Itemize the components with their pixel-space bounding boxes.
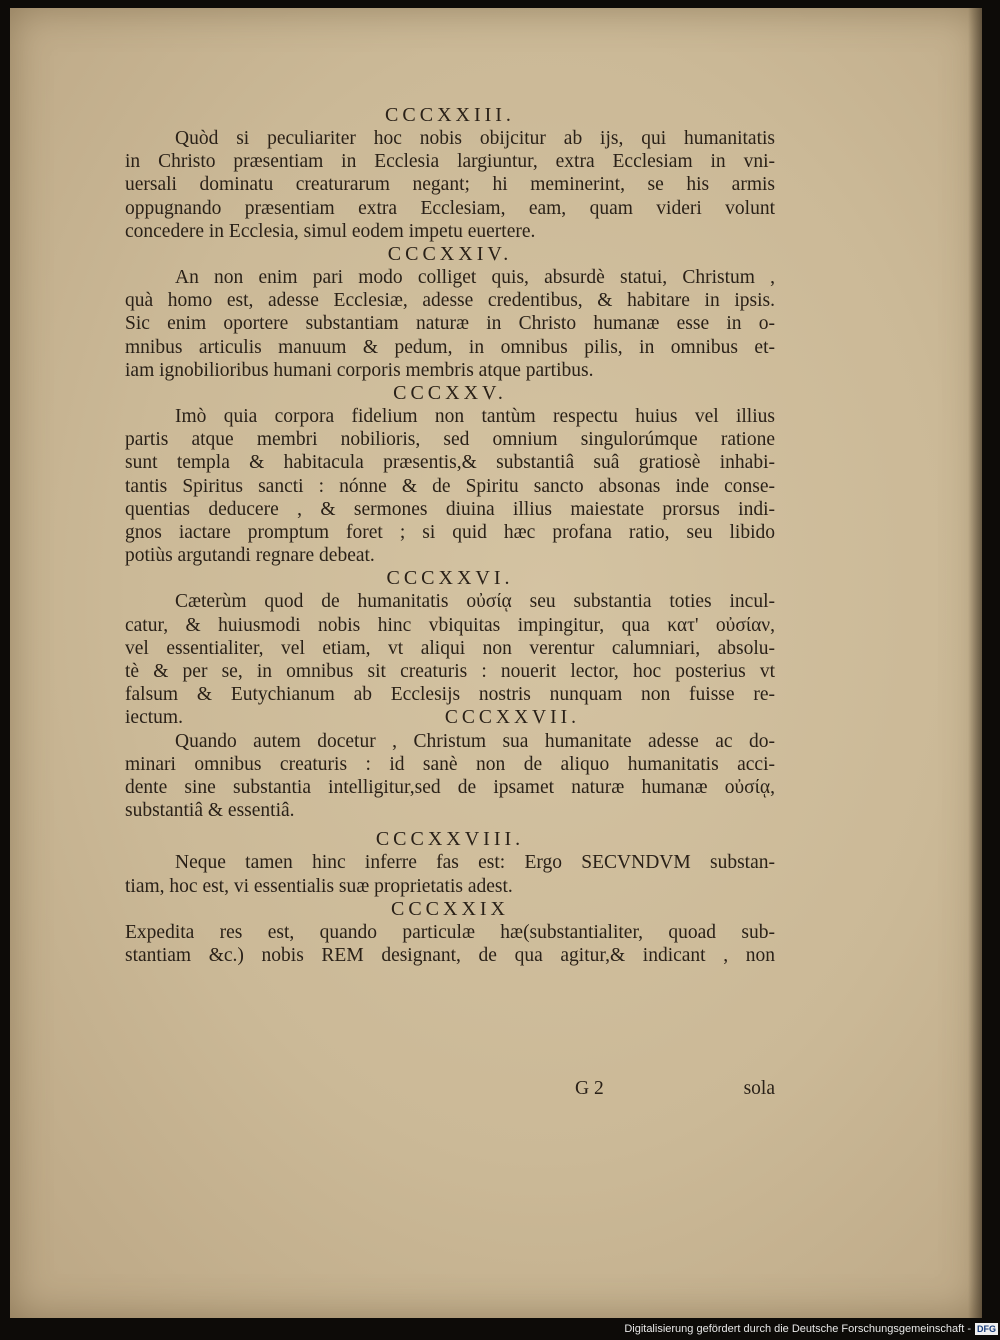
section-heading: CCCXXIV. xyxy=(387,243,513,266)
section-heading: CCCXXVII. xyxy=(444,707,580,729)
section-heading: CCCXXV. xyxy=(393,382,507,405)
text-line: vel essentialiter, vel etiam, vt aliqui non verentur calumniari, absolu- xyxy=(125,637,775,659)
text-line: uersali dominatu creaturarum negant; hi meminerint, se his armis xyxy=(125,174,775,196)
text-line: Quando autem docetur , Christum sua humanitate adesse ac do- xyxy=(175,730,775,752)
text-line: Expedita res est, quando particulæ hæ(substantialiter, quoad sub- xyxy=(125,921,775,943)
text-line: quentias deducere , & sermones diuina illius maiestate prorsus indi- xyxy=(125,498,775,520)
text-line: Imò quia corpora fidelium non tantùm respectu huius vel illius xyxy=(175,406,775,428)
text-line: iam ignobilioribus humani corporis membris atque partibus. xyxy=(125,359,594,381)
page-text xyxy=(125,104,775,967)
text-line: potiùs argutandi regnare debeat. xyxy=(125,545,375,567)
section-heading: CCCXXIII. xyxy=(385,104,515,126)
text-line: tè & per se, in omnibus sit creaturis : nouerit lector, hoc posterius vt xyxy=(125,661,775,683)
section-heading: CCCXXIX xyxy=(390,897,509,920)
text-line-with-heading xyxy=(125,706,775,729)
catchword: sola xyxy=(743,1078,775,1099)
text-line: dente sine substantia intelligitur,sed de ipsamet naturæ humanæ οὐσίᾳ, xyxy=(125,777,775,799)
text-line: tiam, hoc est, vi essentialis suæ proprietatis adest. xyxy=(125,875,513,897)
page-foot xyxy=(125,1078,775,1102)
text-line: stantiam &c.) nobis REM designant, de qua agitur,& indicant , non xyxy=(125,945,775,967)
text-line: sunt templa & habitacula præsentis,& substantiâ suâ gratiosè inhabi- xyxy=(125,452,775,474)
text-line: gnos iactare promptum foret ; si quid hæc profana ratio, seu libido xyxy=(125,522,775,544)
text-line: substantiâ & essentiâ. xyxy=(125,800,295,822)
dfg-logo: DFG xyxy=(977,1324,996,1334)
text-line: minari omnibus creaturis : id sanè non de aliquo humanitatis acci- xyxy=(125,753,775,775)
section-heading: CCCXXVIII. xyxy=(375,828,525,851)
text-line: concedere in Ecclesia, simul eodem impetu euertere. xyxy=(125,220,536,242)
text-line: Neque tamen hinc inferre fas est: Ergo SECVNDVM substan- xyxy=(175,852,775,874)
digitization-credit xyxy=(624,1321,998,1337)
text-line: oppugnando præsentiam extra Ecclesiam, eam, quam videri volunt xyxy=(125,197,775,219)
text-line: An non enim pari modo colliget quis, absurdè statui, Christum , xyxy=(175,267,775,289)
text-line: partis atque membri nobilioris, sed omnium singulorúmque ratione xyxy=(125,429,775,451)
page-edge-shadow xyxy=(968,8,982,1318)
text-line: tantis Spiritus sancti : nónne & de Spiritu sancto absonas inde conse- xyxy=(125,475,775,497)
section-heading: CCCXXVI. xyxy=(386,567,514,590)
text-line: falsum & Eutychianum ab Ecclesijs nostris nunquam non fuisse re- xyxy=(125,684,775,706)
signature-mark: G 2 xyxy=(575,1078,604,1099)
text-line: Cæterùm quod de humanitatis οὐσίᾳ seu substantia toties incul- xyxy=(175,591,775,613)
text-line: catur, & huiusmodi nobis hinc vbiquitas impingitur, qua κατ' οὐσίαν, xyxy=(125,614,775,636)
book-page xyxy=(10,8,982,1318)
text-line: mnibus articulis manuum & pedum, in omnibus pilis, in omnibus et- xyxy=(125,336,775,358)
credit-text: Digitalisierung gefördert durch die Deutsche Forschungsgemeinschaft - xyxy=(624,1323,971,1335)
text-line: in Christo præsentiam in Ecclesia largiuntur, extra Ecclesiam in vni- xyxy=(125,151,775,173)
text-line: iectum. xyxy=(125,707,183,729)
text-line: Sic enim oportere substantiam naturæ in Christo humanæ esse in o- xyxy=(125,313,775,335)
text-line: Quòd si peculiariter hoc nobis obijcitur ab ijs, qui humanitatis xyxy=(175,128,775,149)
text-line: quà homo est, adesse Ecclesiæ, adesse credentibus, & habitare in ipsis. xyxy=(125,290,775,312)
